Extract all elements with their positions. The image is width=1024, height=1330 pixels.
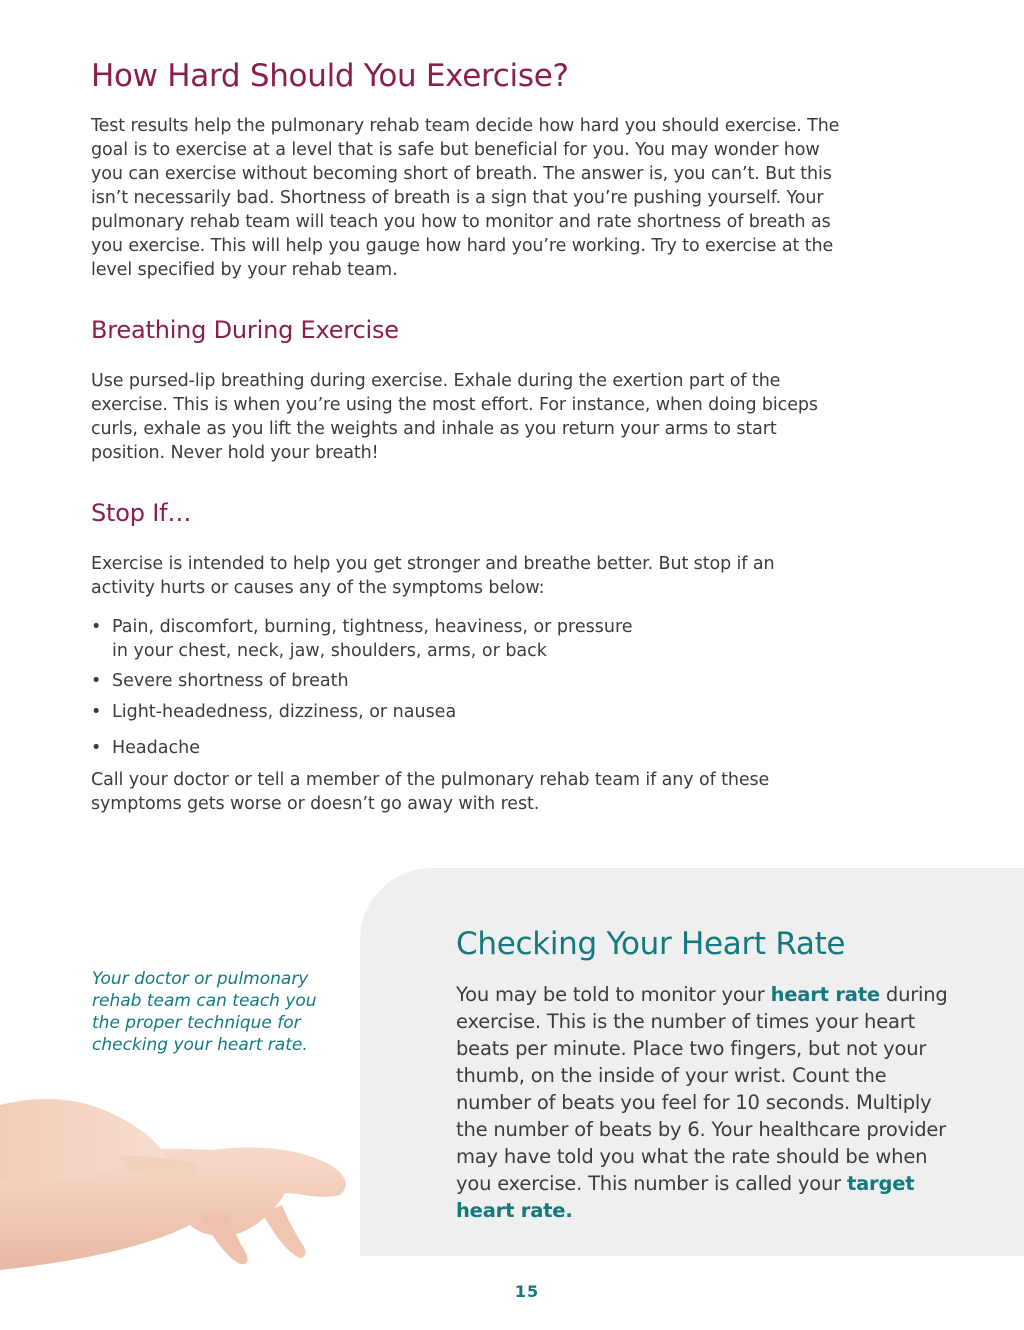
heart-rate-text-1: You may be told to monitor your — [456, 983, 771, 1006]
photo-caption: Your doctor or pulmonary rehab team can teach you the proper technique for checking your heart rate. — [92, 969, 317, 1055]
heart-rate-text-2: during exercise. This is the number of times your heart beats per minute. Place two fingers, but not your thumb, on the inside of your wrist. Count the number of beats you feel for 10 seconds. Multiply the number of beats by 6. Your healthcare provider may have told you what the rate should be when you exercise. This number is called your — [456, 983, 948, 1195]
target-heart-rate-term: target heart rate. — [456, 1172, 915, 1222]
thumb — [262, 1205, 305, 1258]
symptom-item: • Light-headedness, dizziness, or nausea — [91, 700, 791, 724]
page-title: How Hard Should You Exercise? — [91, 58, 569, 94]
heart-rate-term: heart rate — [770, 983, 880, 1006]
breathing-paragraph: Use pursed-lip breathing during exercise. Exhale during the exertion part of the exercise. This is when you’re using the most effort. For instance, when doing biceps curls, exhale as you lift the weights and inhale as you return your arms to start position. Never hold your breath! — [91, 371, 818, 463]
symptom-item: • Pain, discomfort, burning, tightness, heaviness, or pressure in your chest, neck, jaw, shoulders, arms, or back — [91, 615, 652, 663]
symptom-item: • Severe shortness of breath — [91, 669, 791, 693]
wrist-pulse-photo — [0, 1075, 380, 1275]
stop-if-heading: Stop If… — [91, 499, 192, 527]
heart-rate-heading: Checking Your Heart Rate — [456, 926, 846, 962]
stop-if-intro: Exercise is intended to help you get stronger and breathe better. But stop if an activity hurts or causes any of the symptoms below: — [91, 554, 775, 598]
page-number: 15 — [514, 1282, 540, 1301]
stop-if-outro: Call your doctor or tell a member of the pulmonary rehab team if any of these symptoms gets worse or doesn’t go away with rest. — [91, 770, 770, 814]
exercise-intensity-paragraph: Test results help the pulmonary rehab team decide how hard you should exercise. The goal is to exercise at a level that is safe but beneficial for you. You may wonder how you can exercise without becoming short of breath. The answer is, you can’t. But this isn’t necessarily bad. Shortness of breath is a sign that you’re pushing yourself. Your pulmonary rehab team will teach you how to monitor and rate shortness of breath as you exercise. This will help you gauge how hard you’re working. Try to exercise at the level specified by your rehab team. — [91, 116, 840, 280]
breathing-heading: Breathing During Exercise — [91, 316, 399, 344]
symptom-list — [91, 615, 791, 760]
heart-rate-paragraph — [456, 981, 956, 1224]
symptom-item: • Headache — [91, 736, 791, 760]
